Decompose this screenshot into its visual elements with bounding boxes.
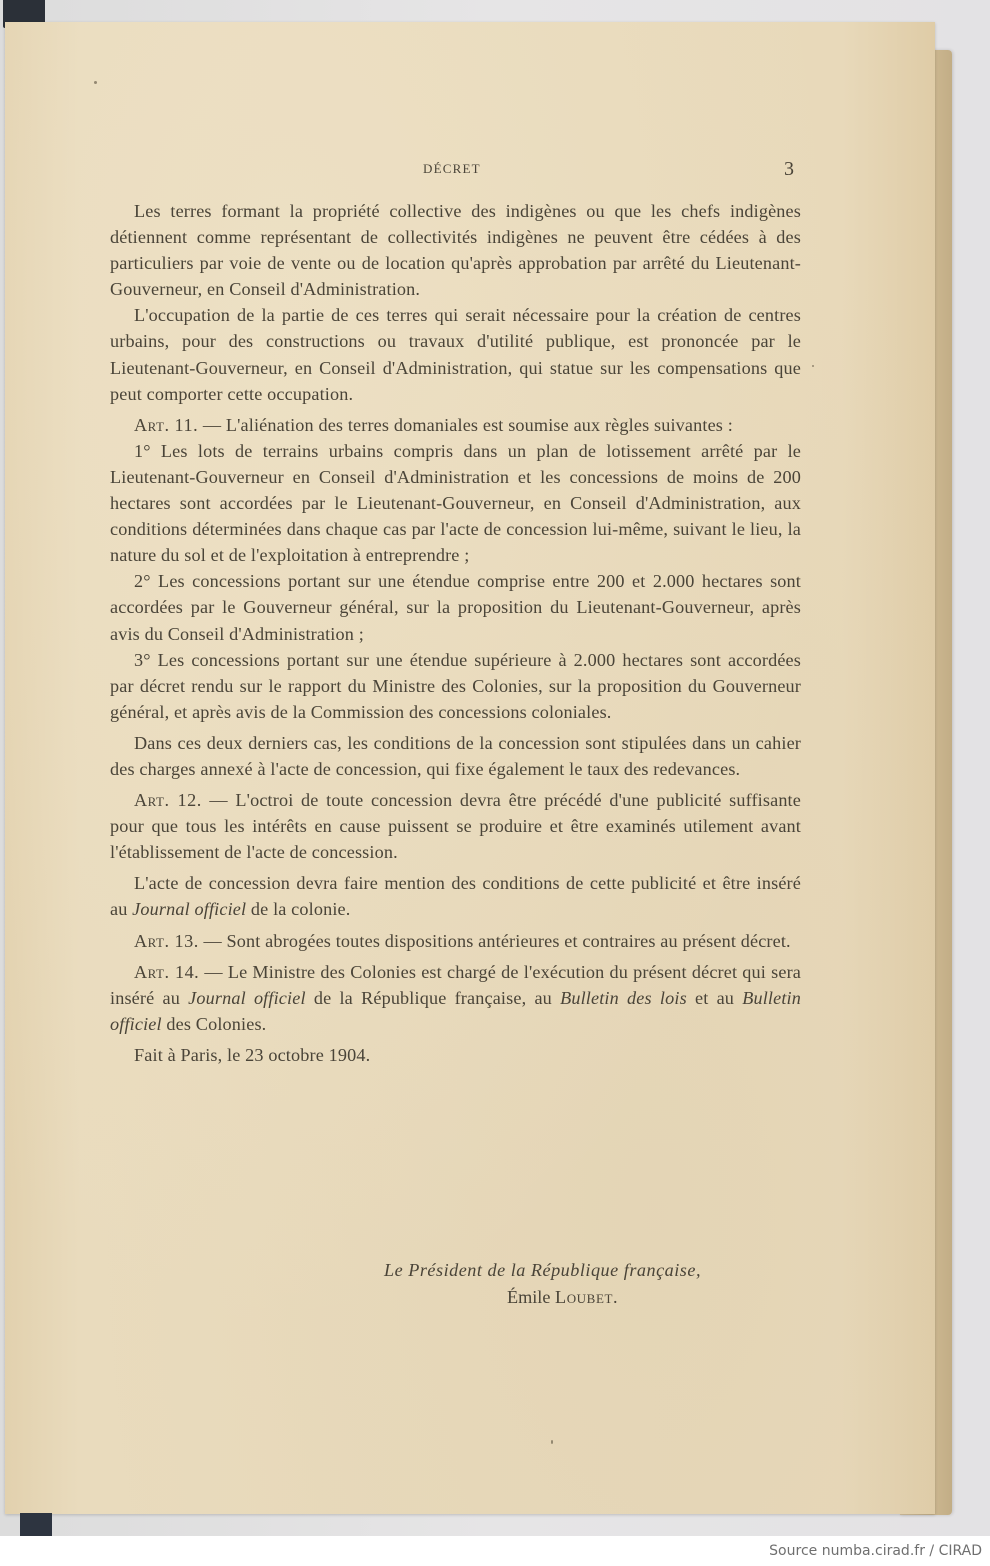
paragraph-text: Les terres formant la propriété collective des indigènes ou que les chefs indigènes détiennent comme représentant de collectivités indigènes ne peuvent être cédées à des particuliers par voie de vente ou de location qu'après approbation par arrêté du Lieutenant-Gouverneur, en Conseil d'Administration.: [110, 201, 801, 300]
paper-speck: [812, 365, 814, 367]
body-paragraph: [110, 730, 801, 782]
paragraph-text: et au: [686, 987, 743, 1008]
signatory-name: [384, 1284, 804, 1311]
article-label: Art. 11.: [134, 414, 199, 435]
publication-title: Bulletin officiel: [110, 987, 802, 1034]
paragraph-text: — Le Ministre des Colonies est chargé de l'exécution du présent décret qui sera inséré au: [110, 961, 802, 1008]
paper-speck: [94, 81, 97, 84]
body-paragraph: [110, 647, 801, 725]
paragraph-text: 2° Les concessions portant sur une étendue comprise entre 200 et 2.000 hectares sont accordées par le Gouverneur général, sur la proposition du Lieutenant-Gouverneur, après avis du Conseil d'Administration ;: [110, 571, 801, 644]
paragraph-text: 3° Les concessions portant sur une étendue supérieure à 2.000 hectares sont accordées par décret rendu sur le rapport du Ministre des Colonies, sur la proposition du Gouverneur général, et après avis de la Commission des concessions coloniales.: [110, 649, 801, 722]
paragraph-text: — Sont abrogées toutes dispositions antérieures et contraires au présent décret.: [198, 930, 791, 951]
body-paragraph: [110, 302, 801, 406]
paragraph-text: — L'octroi de toute concession devra être précédé d'une publicité suffisante pour que tous les intérêts en cause puissent se produire et être examinés utilement avant l'établissement de l'acte de concession.: [110, 790, 801, 863]
signatory-last-name: Loubet: [554, 1287, 614, 1307]
running-head: [0, 158, 990, 182]
paragraph-text: de la colonie.: [246, 899, 351, 920]
paper-speck: [551, 1440, 553, 1444]
article-paragraph: [110, 787, 801, 865]
signatory-name-period: .: [613, 1287, 618, 1307]
paragraph-text: de la République française, au: [305, 987, 561, 1008]
article-paragraph: [110, 959, 801, 1037]
paragraph-text: 1° Les lots de terrains urbains compris dans un plan de lotissement arrêté par le Lieutenant-Gouverneur en Conseil d'Administration et les concessions de moins de 200 hectares sont accordées par le Lieutenant-Gouverneur, en Conseil d'Administration, aux conditions déterminées dans chaque cas par l'acte de concession lui-même, suivant le lieu, la nature du sol et de l'exploitation à entreprendre ;: [110, 440, 801, 566]
book-clip-bottom: [20, 1513, 52, 1536]
body-paragraph: [110, 568, 801, 646]
article-label: Art. 14.: [134, 961, 200, 982]
article-paragraph: [110, 412, 801, 438]
paragraph-text: L'occupation de la partie de ces terres qui serait nécessaire pour la création de centres urbains, pour des constructions ou travaux d'utilité publique, est prononcée par le Lieutenant-Gouverneur, en Conseil d'Administration, qui statue sur les compensations que peut comporter cette occupation.: [110, 305, 801, 404]
page-number: 3: [784, 158, 794, 180]
source-credit: Source numba.cirad.fr / CIRAD: [769, 1543, 982, 1559]
article-paragraph: [110, 928, 801, 954]
paragraph-text: L'acte de concession devra faire mention des conditions de cette publicité et être inséré au: [110, 873, 801, 920]
document-body: [110, 198, 801, 1068]
body-paragraph: [110, 870, 801, 922]
publication-title: Bulletin des lois: [560, 987, 687, 1008]
paragraph-text: — L'aliénation des terres domaniales est soumise aux règles suivantes :: [198, 414, 733, 435]
dateline: Fait à Paris, le 23 octobre 1904.: [134, 1044, 371, 1065]
body-paragraph: [110, 438, 801, 568]
running-head-title: DÉCRET: [423, 161, 481, 176]
paragraph-text: Dans ces deux derniers cas, les conditions de la concession sont stipulées dans un cahier des charges annexé à l'acte de concession, qui fixe également le taux des redevances.: [110, 732, 801, 779]
paragraph-text: des Colonies.: [161, 1013, 267, 1034]
publication-title: Journal officiel: [132, 899, 247, 920]
article-label: Art. 12.: [134, 790, 202, 811]
publication-title: Journal officiel: [188, 987, 306, 1008]
body-paragraph: [110, 198, 801, 302]
signature-block: [384, 1257, 804, 1311]
article-label: Art. 13.: [134, 930, 199, 951]
signatory-first-name: Émile: [507, 1287, 551, 1307]
signatory-title: Le Président de la République française,: [384, 1260, 702, 1280]
